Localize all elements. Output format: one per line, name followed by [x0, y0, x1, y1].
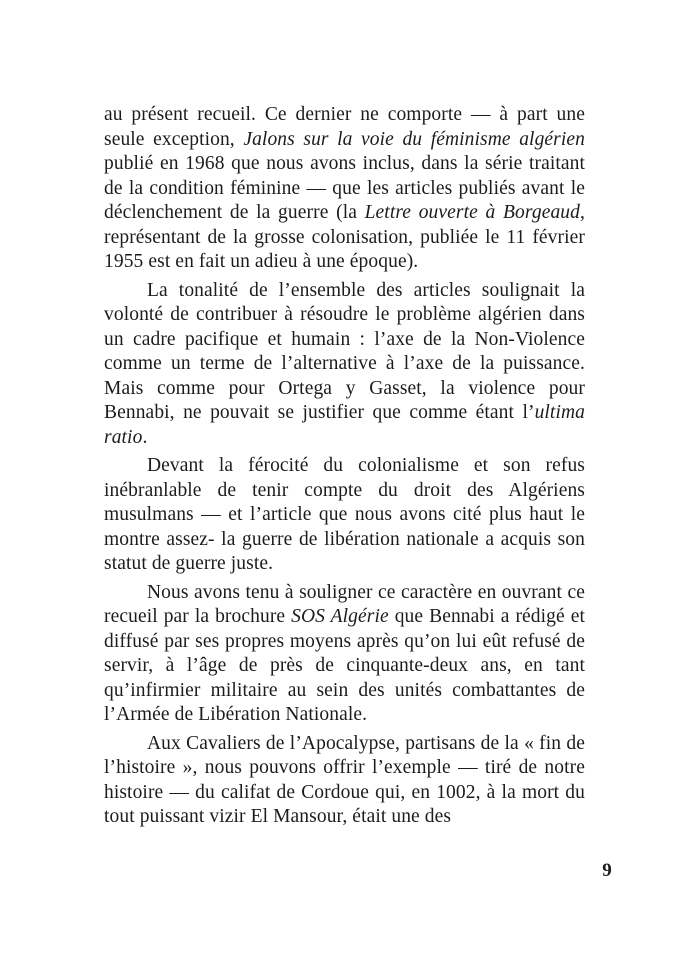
paragraph-5: Aux Cavaliers de l’Apocalypse, partisans de la « fin de l’histoire », nous pouvons offrir l’exemple — tiré de notre histoire — du califat de Cordoue qui, en 1002, à la mort du tout puissant vizir El Mansour, était une des: [104, 732, 585, 827]
paragraph-2: La tonalité de l’ensemble des articles soulignait la volonté de contribuer à résoudre le problème algérien dans un cadre pacifique et humain : l’axe de la Non-Violence comme un terme de l’alternative à l’axe de la puissance. Mais comme pour Ortega y Gasset, la violence pour Bennabi, ne pouvait se justifier que comme étant l’ultima ratio.: [104, 279, 585, 448]
paragraph-1: au présent recueil. Ce dernier ne comporte — à part une seule exception, Jalons sur la voie du féminisme algérien publié en 1968 que nous avons inclus, dans la série traitant de la condition féminine — que les articles publiés avant le déclenchement de la guerre (la Lettre ouverte à Borgeaud, représentant de la grosse colonisation, publiée le 11 février 1955 est en fait un adieu à une époque).: [104, 104, 585, 272]
page-number: 9: [602, 860, 612, 881]
paragraph-4: Nous avons tenu à souligner ce caractère en ouvrant ce recueil par la brochure SOS Algérie que Bennabi a rédigé et diffusé par ses propres moyens après qu’on lui eût refusé de servir, à l’âge de près de cinquante-deux ans, en tant qu’infirmier militaire au sein des unités combattantes de l’Armée de Libération Nationale.: [104, 581, 585, 725]
page-text: [104, 103, 585, 830]
paragraph-3: Devant la férocité du colonialisme et son refus inébranlable de tenir compte du droit des Algériens musulmans — et l’article que nous avons cité plus haut le montre assez- la guerre de libération nationale a acquis son statut de guerre juste.: [104, 455, 585, 574]
